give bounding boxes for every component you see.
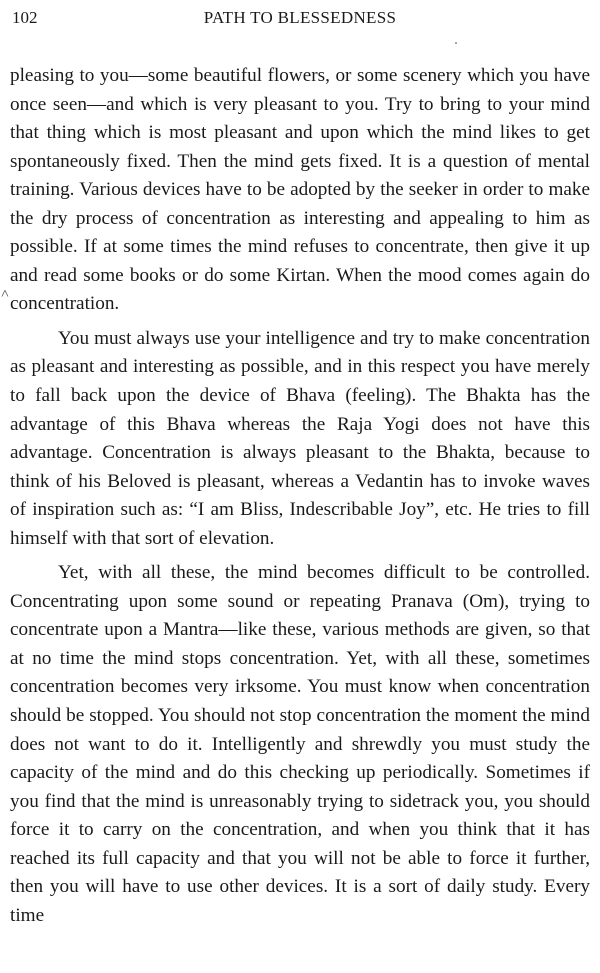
paragraph-1: pleasing to you—some beautiful flowers, or some scenery which you have once seen—and which is very pleasant to you. Try to bring to your mind that thing which is most pleasant and upon which the mind likes to get spontaneously fixed. Then the mind gets fixed. It is a question of mental training. Various devices have to be adopted by the seeker in order to make the dry process of concentration as interesting and appealing to him as possible. If at some times the mind refuses to concentrate, then give it up and read some books or do some Kirtan. When the mood comes again do concentration. <box>10 65 590 315</box>
paragraph-3: Yet, with all these, the mind becomes difficult to be controlled. Concentrating upon some sound or repeating Pranava (Om), trying to concentrate upon a Mantra—like these, various methods are given, so that at no time the mind stops concentration. Yet, with all these, sometimes concentration becomes very irksome. You must know when concentration should be stopped. You should not stop concentration the moment the mind does not want to do it. Intelligently and shrewdly you must study the capacity of the mind and do this checking up periodically. Sometimes if you find that the mind is unreasonably trying to sidetrack you, you should force it to carry on the concentration, and when you think that it has reached its full capacity and that you will not be able to force it further, then you will have to use other devices. It is a sort of daily study. Every time <box>10 562 590 926</box>
stray-mark <box>455 42 457 44</box>
paragraph-2: You must always use your intelligence and try to make concentration as pleasant and interesting as possible, and in this respect you have merely to fall back upon the device of Bhava (feeling). The Bhakta has the advantage of this Bhava whereas the Raja Yogi does not have this advantage. Concentration is always pleasant to the Bhakta, because to think of his Beloved is pleasant, whereas a Vedantin has to invoke waves of inspiration such as: “I am Bliss, Indescribable Joy”, etc. He tries to fill himself with that sort of elevation. <box>10 327 590 549</box>
margin-mark: ˄ <box>1 287 9 302</box>
running-title: PATH TO BLESSEDNESS <box>203 8 397 27</box>
page-number: 102 <box>12 8 38 27</box>
page-header <box>12 6 588 30</box>
body-text <box>10 62 590 930</box>
